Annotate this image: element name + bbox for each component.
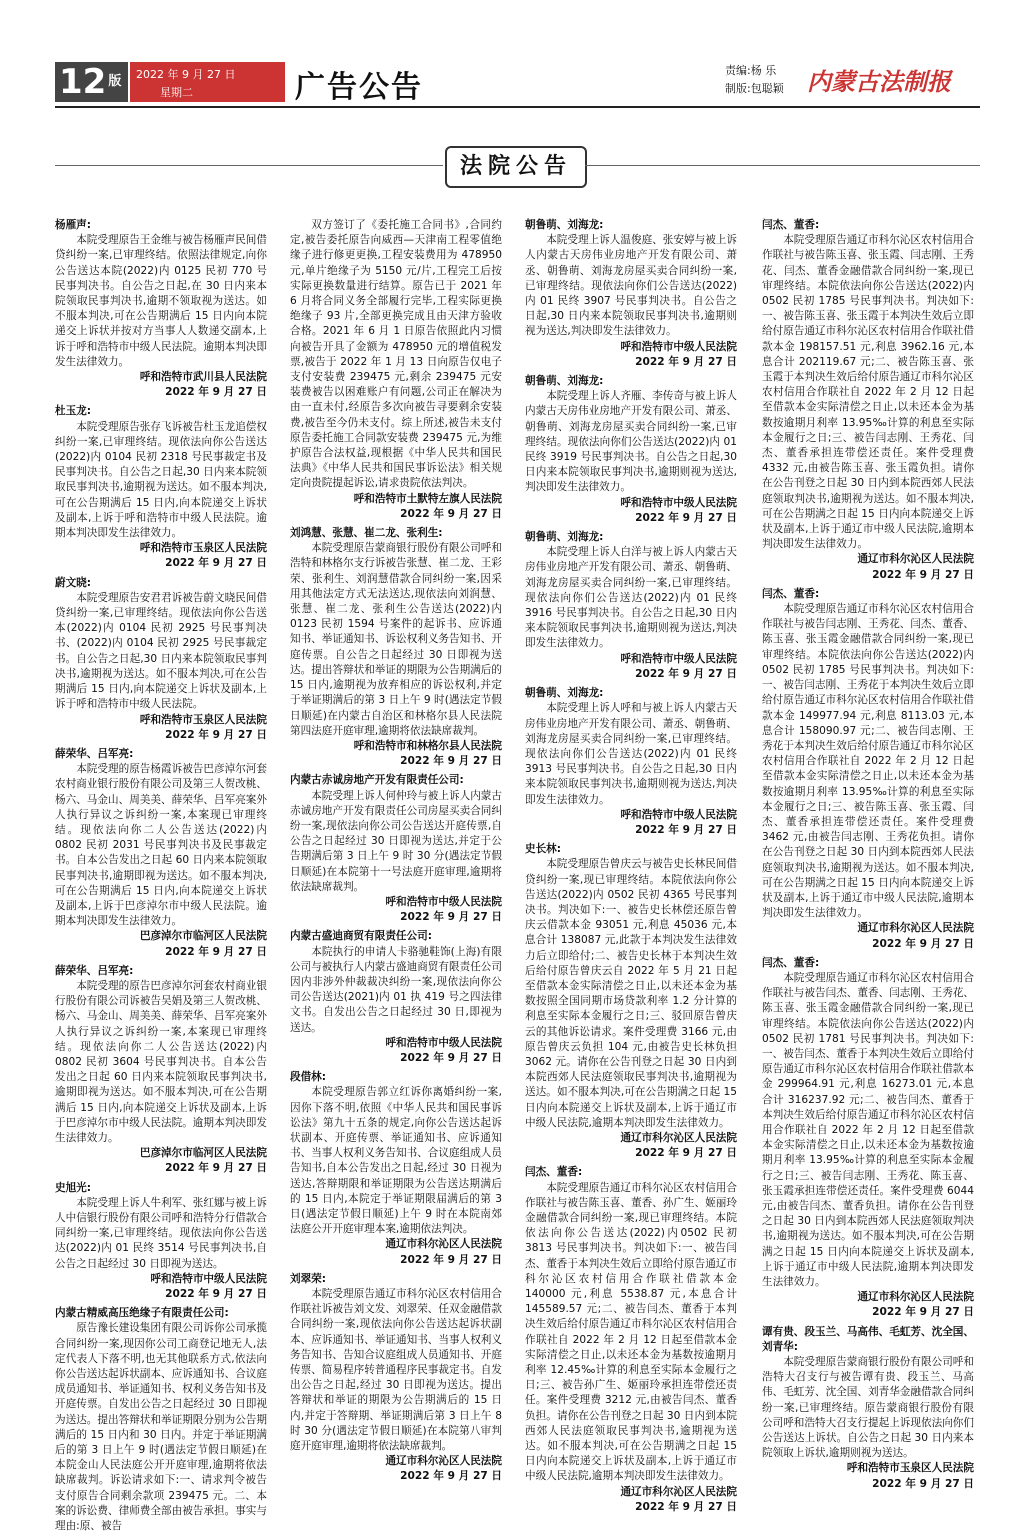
court-notice bbox=[762, 218, 974, 583]
notice-court: 通辽市科尔沁区人民法院 bbox=[385, 1238, 502, 1251]
notice-date: 2022 年 9 月 27 日 bbox=[635, 667, 737, 680]
court-notice bbox=[55, 576, 267, 743]
notice-date: 2022 年 9 月 27 日 bbox=[872, 1477, 974, 1490]
notice-court: 呼和浩特市中级人民法院 bbox=[620, 340, 737, 353]
notice-date: 2022 年 9 月 27 日 bbox=[872, 1306, 974, 1319]
court-notice bbox=[55, 747, 267, 960]
notice-addressee: 内蒙古精威高压绝缘子有限责任公司: bbox=[55, 1307, 229, 1320]
editor-credits bbox=[725, 62, 784, 98]
notice-body: 本院受理上诉人白洋与被上诉人内蒙古天房伟业房地产开发有限公司、萧丞、朝鲁萌、刘海龙房屋买卖合同纠纷一案,已审理终结。现依法向你们公告送达(2022)内 01 民终 3916 号民事判决书。自公告之日起,30 日内来本院领取民事判决书,逾期则视为送达,判决即发生法律效力。 bbox=[525, 546, 737, 650]
notice-body: 本院执行的申请人卡骆驰鞋饰(上海)有限公司与被执行人内蒙古盛迪商贸有限责任公司因内非涉外仲裁裁决纠纷一案,现依法向你公司公告送达(2021)内 01 执 419 号之四法律文书。自发出公告之日起经过 30 日,即视为送达。 bbox=[290, 945, 502, 1034]
court-notice bbox=[290, 1070, 502, 1268]
notice-addressee: 薛荣华、吕军亮: bbox=[55, 747, 134, 760]
column-3 bbox=[525, 218, 737, 1519]
court-notice bbox=[55, 404, 267, 571]
notice-addressee: 史旭光: bbox=[55, 1181, 92, 1194]
column-2 bbox=[290, 218, 502, 1489]
notice-body: 本院受理上诉人温俊庭、张安婷与被上诉人内蒙古天房伟业房地产开发有限公司、萧丞、朝鲁萌、刘海龙房屋买卖合同纠纷一案,已审理终结。现依法向你们公告送达(2022)内 01 民终 3907 号民事判决书。自公告之日起,30 日内来本院领取民事判决书,逾期则视为送达,判决即发生法律效力。 bbox=[525, 234, 737, 338]
court-notice bbox=[55, 1306, 267, 1534]
notice-court: 呼和浩特市玉泉区人民法院 bbox=[139, 542, 267, 555]
date-box bbox=[130, 62, 285, 102]
notice-court: 通辽市科尔沁区人民法院 bbox=[857, 922, 974, 935]
notice-body: 本院受理的原告杨霞诉被告巴彦淖尔河套农村商业银行股份有限公司及第三人贺改桃、杨六、马金山、周美美、薛荣华、吕军亮案外人执行异议之诉纠纷一案,本案现已审理终结。现依法向你二人公告送达(2022)内 0802 民初 2031 号民事判决书及民事裁定书。自本公告发出之日起 60 日内来本院领取民事判决书,逾期即视为送达。如不服本判决,可在公告期满后 15 日内,向本院递交上诉状及副本,上诉于巴彦淖尔市中级人民法院。逾期本判决即发生法律效力。 bbox=[55, 763, 267, 928]
notice-date: 2022 年 9 月 27 日 bbox=[165, 557, 267, 570]
court-notice bbox=[290, 218, 502, 522]
court-notice bbox=[290, 526, 502, 769]
notice-court: 呼和浩特市武川县人民法院 bbox=[139, 371, 267, 384]
producer-name: 制版:包聪颖 bbox=[725, 82, 784, 95]
notice-date: 2022 年 9 月 27 日 bbox=[400, 755, 502, 768]
notice-addressee: 朝鲁萌、刘海龙: bbox=[525, 219, 604, 231]
notice-body: 本院受理原告通辽市科尔沁区农村信用合作联社诉被告刘文发、刘翠荣、任双金融借款合同纠纷一案,现依法向你公告送达起诉状副本、应诉通知书、举证通知书、当事人权利义务告知书、告知合议庭组成人员通知书、开庭传票、简易程序转普通程序民事裁定书。自发出公告之日起,经过 30 日即视为送达。提出答辩状和举证的期限为公告期满后的 15 日内,并定于答辩期、举证期满后第 3 日上午 8 时 30 分(遇法定节假日顺延)在本院第八审判庭开庭审理,逾期将依法缺席裁判。 bbox=[290, 1288, 502, 1453]
court-notice bbox=[290, 773, 502, 925]
notice-court: 呼和浩特市中级人民法院 bbox=[385, 1036, 502, 1049]
issue-date: 2022 年 9 月 27 日 bbox=[136, 68, 236, 81]
notice-addressee: 闫杰、董香: bbox=[525, 1166, 583, 1179]
notice-date: 2022 年 9 月 27 日 bbox=[400, 1470, 502, 1483]
notice-date: 2022 年 9 月 27 日 bbox=[872, 568, 974, 581]
notice-addressee: 内蒙古盛迪商贸有限责任公司: bbox=[290, 930, 432, 943]
notice-addressee: 朝鲁萌、刘海龙: bbox=[525, 375, 604, 388]
notice-body: 原告豫长建设集团有限公司诉你公司承揽合同纠纷一案,现因你公司工商登记地无人,法定代表人下落不明,也无其他联系方式,依法向你公告送达起诉状副本、应诉通知书、合议庭成员通知书、举证通知书、权利义务告知书及开庭传票。自发出公告之日起经过 30 日即视为送达。提出答辩状和举证期限分别为公告期满后的 15 日内和 30 日内。并定于举证期满后的第 3 日上午 9 时(遇法定节假日顺延)在本院金山人民法庭公开开庭审理,逾期将依法缺席裁判。诉讼请求如下:一、请求判令被告支付原告合同剩余款项 239475 元。二、本案的诉讼费、律师费全部由被告承担。事实与理由:原、被告 bbox=[55, 1322, 267, 1533]
court-notice bbox=[762, 1325, 974, 1492]
section-banner: 法院公告 bbox=[445, 146, 587, 188]
notice-court: 呼和浩特市土默特左旗人民法院 bbox=[353, 492, 502, 505]
court-notice bbox=[525, 530, 737, 682]
notice-court: 呼和浩特市中级人民法院 bbox=[620, 496, 737, 509]
notice-date: 2022 年 9 月 27 日 bbox=[165, 1162, 267, 1175]
notice-body: 本院受理的原告巴彦淖尔河套农村商业银行股份有限公司诉被告吴娟及第三人贺改桃、杨六、马金山、周美美、薛荣华、吕军亮案外人执行异议之诉纠纷一案,本案现已审理终结。现依法向你二人公告送达(2022)内 0802 民初 3604 号民事判决书。自本公告发出之日起 60 日内来本院领取民事判决书,逾期即视为送达。如不服本判决,可在公告期满后 15 日内,向本院递交上诉状及副本,上诉于巴彦淖尔市中级人民法院。逾期本判决即发生法律效力。 bbox=[55, 979, 267, 1144]
notice-court: 呼和浩特市玉泉区人民法院 bbox=[139, 713, 267, 726]
notice-date: 2022 年 9 月 27 日 bbox=[400, 507, 502, 520]
notice-body: 双方签订了《委托施工合同书》,合同约定,被告委托原告向威西—天津南工程零值绝缘子进行修更更换,工程安装费用为 478950 元,单片绝缘子为 5150 元/片,工程完工后按实际更换数量进行结算。原告已于 2021 年 6 月将合同义务全部履行完毕,工程实际更换绝缘子 93 片,全部更换完成且由天津方验收合格。2021 年 6 月 1 日原告依照此内习惯向被告开具了金额为 478950 元的增值税发票,被告于 2022 年 1 月 13 日向原告仅电子支付安装费 239475 元,剩余 239475 元安装费被告以困难账户有问题,公司正在解决为由一直未付,经原告多次向被告寻要剩余安装费,被告至今仍未支付。综上所述,被告未支付原告委托施工合同款安装费 239475 元,为维护原告合法权益,现根据《中华人民共和国民法典》《中华人民共和国民事诉讼法》相关规定向贵院提起诉讼,请求贵院依法判决。 bbox=[290, 219, 502, 490]
notice-addressee: 薛荣华、吕军亮: bbox=[55, 964, 134, 977]
notice-court: 呼和浩特市中级人民法院 bbox=[385, 895, 502, 908]
notice-date: 2022 年 9 月 27 日 bbox=[872, 937, 974, 950]
court-notice bbox=[525, 842, 737, 1161]
notice-body: 本院受理原告蒙商银行股份有限公司呼和浩特和林格尔支行诉被告张慧、崔二龙、王彩荣、张利生、刘润慧借款合同纠纷一案,因采用其他法定方式无法送达,现依法向刘润慧、张慧、崔二龙、张利生公告送达(2022)内 0123 民初 1594 号案件的起诉书、应诉通知书、举证通知书、诉讼权利义务告知书、开庭传票。自公告之日起经过 30 日即视为送达。提出答辩状和举证的期限为公告期满后的 15 日内,逾期视为放弃相应的诉讼权利,并定于举证期满后的第 3 日上午 9 时(遇法定节假日顺延)在内蒙古自治区和林格尔县人民法院第四法庭开庭审理,逾期将依法缺席裁判。 bbox=[290, 542, 502, 737]
notice-addressee: 朝鲁萌、刘海龙: bbox=[525, 687, 604, 700]
newspaper-logo: 内蒙古法制报 bbox=[807, 67, 951, 96]
notice-body: 本院受理原告通辽市科尔沁区农村信用合作联社与被告闫杰、董香、闫志刚、王秀花、陈玉喜、张玉霞金融借款合同纠纷一案,现已审理终结。本院依法向你公告送达(2022)内 0502 民初 1781 号民事判决书。判决如下:一、被告闫杰、董香于本判决生效后立即给付原告通辽市科尔沁区农村信用合作联社借款本金 299964.91 元,利息 16273.01 元,本息合计 316237.92 元;二、被告闫杰、董香于本判决生效后给付原告通辽市科尔沁区农村信用合作联社自 2022 年 2 月 12 日起至借款本金实际清偿之日止,以未还本金为基数按逾期月利率 13.95‰计算的利息至实际本金履行之日;三、被告闫志刚、王秀花、陈玉喜、张玉霞承担连带偿还责任。案件受理费 6044 元,由被告闫杰、董香负担。请你在公告刊登之日起 30 日内到本院西郊人民法庭领取判决书,逾期视为送达。如不服本判决,可在公告期满之日起 15 日内向本院递交上诉状及副本,上诉于通辽市中级人民法院,逾期本判决即发生法律效力。 bbox=[762, 971, 974, 1289]
page-header bbox=[55, 62, 980, 104]
notice-date: 2022 年 9 月 27 日 bbox=[400, 1051, 502, 1064]
notice-body: 本院受理原告郭立红诉你离婚纠纷一案,因你下落不明,依照《中华人民共和国民事诉讼法》第九十五条的规定,向你公告送达起诉状副本、开庭传票、举证通知书、应诉通知书、当事人权利义务告知书、合议庭组成人员告知书,自本公告发出之日起,经过 30 日视为送达,答辩期限和举证期限为公告送达期满后的 15 日内,本院定于举证期限届满后的第 3 日(遇法定节假日顺延)上午 9 时在本院南郊法庭公开开庭审理本案,逾期依法判决。 bbox=[290, 1086, 502, 1236]
notice-date: 2022 年 9 月 27 日 bbox=[165, 728, 267, 741]
notice-date: 2022 年 9 月 27 日 bbox=[635, 823, 737, 836]
notice-addressee: 谭有贵、段玉兰、马高伟、毛虹芳、沈全国、刘青华: bbox=[762, 1325, 974, 1353]
notice-date: 2022 年 9 月 27 日 bbox=[400, 1253, 502, 1266]
notice-body: 本院受理上诉人牛利军、张红娜与被上诉人中信银行股份有限公司呼和浩特分行借款合同纠纷一案,已审理终结。现依法向你公告送达(2022)内 01 民终 3514 号民事判决书,自公告之日起经过 30 日即视为送达。 bbox=[55, 1196, 267, 1270]
issue-weekday: 星期二 bbox=[160, 86, 193, 99]
notice-date: 2022 年 9 月 27 日 bbox=[635, 355, 737, 368]
notice-court: 巴彦淖尔市临河区人民法院 bbox=[139, 1147, 267, 1160]
notice-date: 2022 年 9 月 27 日 bbox=[165, 1288, 267, 1301]
column-4 bbox=[762, 218, 974, 1496]
notice-body: 本院受理原告蒙商银行股份有限公司呼和浩特大召支行与被告谭有贵、段玉兰、马高伟、毛虹芳、沈全国、刘青华金融借款合同纠纷一案,已审理终结。原告蒙商银行股份有限公司呼和浩特大召支行提起上诉现依法向你们公告送达上诉状。自公告之日起 30 日内来本院领取上诉状,逾期则视为送达。 bbox=[762, 1356, 974, 1460]
notice-court: 通辽市科尔沁区人民法院 bbox=[385, 1455, 502, 1468]
notice-addressee: 史长林: bbox=[525, 843, 562, 856]
notice-court: 通辽市科尔沁区人民法院 bbox=[857, 1291, 974, 1304]
notice-addressee: 刘鸿慧、张慧、崔二龙、张利生: bbox=[290, 527, 443, 540]
notice-body: 本院受理原告通辽市科尔沁区农村信用合作联社与被告闫志刚、王秀花、闫杰、董香、陈玉喜、张玉霞金融借款合同纠纷一案,现已审理终结。本院依法向你公告送达(2022)内 0502 民初 1785 号民事判决书。判决如下:一、被告闫志刚、王秀花于本判决生效后立即给付原告通辽市科尔沁区农村信用合作联社借款本金 149977.94 元,利息 8113.03 元,本息合计 158090.97 元;二、被告闫志刚、王秀花于本判决生效后给付原告通辽市科尔沁区农村信用合作联社自 2022 年 2 月 12 日起至借款本金实际清偿之日止,以未还本金为基数按逾期月利率 13.95‰计算的利息至实际本金履行之日;三、被告陈玉喜、张玉霞、闫杰、董香承担连带偿还责任。案件受理费 3462 元,由被告闫志刚、王秀花负担。请你在公告刊登之日起 30 日内到本院西郊人民法庭领取判决书,逾期视为送达。如不服本判决,可在公告期满之日起 15 日内向本院递交上诉状及副本,上诉于通辽市中级人民法院,逾期本判决即发生法律效力。 bbox=[762, 603, 974, 920]
banner-rule-left bbox=[55, 165, 443, 166]
notice-date: 2022 年 9 月 27 日 bbox=[635, 511, 737, 524]
notice-date: 2022 年 9 月 27 日 bbox=[165, 386, 267, 399]
notice-body: 本院受理原告王金维与被告杨雁声民间借贷纠纷一案,已审理终结。依照法律规定,向你公告送达本院(2022)内 0125 民初 770 号民事判决书。自公告之日起,在 30 日内来本院领取民事判决书,逾期不领取视为送达。如不服本判决,可在公告期满后 15 日内向本院递交上诉状并按对方当事人人数递交副本,上诉于呼和浩特市中级人民法院。逾期本判决即发生法律效力。 bbox=[55, 234, 267, 368]
notice-addressee: 杨雁声: bbox=[55, 219, 92, 231]
notice-date: 2022 年 9 月 27 日 bbox=[635, 1147, 737, 1160]
section-title: 广告公告 bbox=[295, 70, 423, 105]
court-notice bbox=[525, 218, 737, 370]
notice-court: 呼和浩特市中级人民法院 bbox=[620, 808, 737, 821]
page-number: 12 $^版$ bbox=[55, 62, 128, 102]
notice-body: 本院受理上诉人齐雁、李传奇与被上诉人内蒙古天房伟业房地产开发有限公司、萧丞、朝鲁萌、刘海龙房屋买卖合同纠纷一案,已审理终结。现依法向你们公告送达(2022)内 01 民终 3919 号民事判决书。自公告之日起,30 日内来本院领取民事判决书,逾期则视为送达,判决即发生法律效力。 bbox=[525, 390, 737, 494]
notice-addressee: 闫杰、董香: bbox=[762, 956, 820, 969]
court-notice bbox=[525, 374, 737, 526]
notice-court: 通辽市科尔沁区人民法院 bbox=[620, 1485, 737, 1498]
notice-court: 通辽市科尔沁区人民法院 bbox=[620, 1131, 737, 1144]
notice-body: 本院受理原告张存飞诉被告杜玉龙追偿权纠纷一案,已审理终结。现依法向你公告送达(2022)内 0104 民初 2318 号民事裁定书及民事判决书。自公告之日起,30 日内来本院领取民事判决书,逾期视为送达。如不服本判决,可在公告期满后 15 日内,向本院递交上诉状及副本,上诉于呼和浩特市中级人民法院。逾期本判决即发生法律效力。 bbox=[55, 420, 267, 540]
court-notice bbox=[290, 929, 502, 1066]
notice-court: 呼和浩特市玉泉区人民法院 bbox=[846, 1462, 974, 1475]
notice-addressee: 内蒙古赤诚房地产开发有限责任公司: bbox=[290, 774, 464, 787]
banner-rule-right bbox=[585, 165, 980, 166]
court-notice bbox=[55, 218, 267, 400]
notice-date: 2022 年 9 月 27 日 bbox=[635, 1500, 737, 1513]
notice-court: 巴彦淖尔市临河区人民法院 bbox=[139, 930, 267, 943]
court-notice bbox=[55, 1181, 267, 1303]
notice-addressee: 段借林: bbox=[290, 1071, 327, 1084]
notice-addressee: 闫杰、董香: bbox=[762, 587, 820, 600]
notice-date: 2022 年 9 月 27 日 bbox=[165, 945, 267, 958]
notice-addressee: 刘翠荣: bbox=[290, 1272, 327, 1285]
notice-addressee: 朝鲁萌、刘海龙: bbox=[525, 531, 604, 544]
column-1 bbox=[55, 218, 267, 1538]
notice-court: 呼和浩特市中级人民法院 bbox=[620, 652, 737, 665]
court-notice bbox=[55, 964, 267, 1177]
court-notice bbox=[762, 956, 974, 1321]
notice-body: 本院受理原告通辽市科尔沁区农村信用合作联社与被告陈玉喜、张玉霞、闫志刚、王秀花、闫杰、董香金融借款合同纠纷一案,现已审理终结。本院依法向你公告送达(2022)内 0502 民初 1785 号民事判决书。判决如下:一、被告陈玉喜、张玉霞于本判决生效后立即给付原告通辽市科尔沁区农村信用合作联社借款本金 198157.51 元,利息 3962.16 元,本息合计 202119.67 元;二、被告陈玉喜、张玉霞于本判决生效后给付原告通辽市科尔沁区农村信用合作联社自 2022 年 2 月 12 日起至借款本金实际清偿之日止,以未还本金为基数按逾期月利率 13.95‰计算的利息至实际本金履行之日;三、被告闫志刚、王秀花、闫杰、董香承担连带偿还责任。案件受理费 4332 元,由被告陈玉喜、张玉霞负担。请你在公告刊登之日起 30 日内到本院西郊人民法庭领取判决书,逾期视为送达。如不服本判决,可在公告期满之日起 15 日内向本院递交上诉状及副本,上诉于通辽市中级人民法院,逾期本判决即发生法律效力。 bbox=[762, 234, 974, 551]
notice-body: 本院受理上诉人呼和与被上诉人内蒙古天房伟业房地产开发有限公司、萧丞、朝鲁萌、刘海龙房屋买卖合同纠纷一案,已审理终结。现依法向你们公告送达(2022)内 01 民终 3913 号民事判决书。自公告之日起,30 日内来本院领取民事判决书,逾期则视为送达,判决即发生法律效力。 bbox=[525, 702, 737, 806]
court-notice bbox=[525, 686, 737, 838]
notice-body: 本院受理原告曾庆云与被告史长林民间借贷纠纷一案,现已审理终结。本院依法向你公告送达(2022)内 0502 民初 4365 号民事判决书。判决如下:一、被告史长林偿还原告曾庆云借款本金 93051 元,利息 45036 元,本息合计 138087 元,此款于本判决发生法律效力后立即给付;二、被告史长林于本判决生效后给付原告曾庆云自 2022 年 5 月 21 日起至借款本金实际清偿之日止,以未还本金为基数按照全国同期市场贷款利率 1.2 分计算的利息至实际本金履行之日;三、驳回原告曾庆云的其他诉讼请求。案件受理费 3166 元,由原告曾庆云负担 104 元,由被告史长林负担 3062 元。请你在公告刊登之日起 30 日内到本院西郊人民法庭领取民事判决书,逾期视为送达。如不服本判决,可在公告期满之日起 15 日内向本院递交上诉状及副本,上诉于通辽市中级人民法院,逾期本判决即发生法律效力。 bbox=[525, 858, 737, 1129]
court-notice bbox=[290, 1272, 502, 1485]
notice-court: 通辽市科尔沁区人民法院 bbox=[857, 553, 974, 566]
notice-addressee: 闫杰、董香: bbox=[762, 219, 820, 231]
notice-addressee: 蔚文晓: bbox=[55, 576, 92, 589]
notice-addressee: 杜玉龙: bbox=[55, 405, 92, 418]
notice-body: 本院受理原告通辽市科尔沁区农村信用合作联社与被告陈玉喜、董香、孙广生、姬丽玲金融借款合同纠纷一案,现已审理终结。本院依法向你公告送达(2022)内0502 民初 3813 号民事判决书。判决如下:一、被告闫杰、董香于本判决生效后立即给付原告通辽市科尔沁区农村信用合作联社借款本金 140000 元,利息 5538.87 元,本息合计 145589.57 元;二、被告闫杰、董香于本判决生效后给付原告通辽市科尔沁区农村信用合作联社自 2022 年 2 月 12 日起至借款本金实际清偿之日止,以未还本金为基数按逾期月利率 12.45‰计算的利息至实际本金履行之日;三、被告孙广生、姬丽玲承担连带偿还责任。案件受理费 3212 元,由被告闫杰、董香负担。请你在公告刊登之日起 30 日内到本院西郊人民法庭领取民事判决书,逾期视为送达。如不服本判决,可在公告期满之日起 15 日内向本院递交上诉状及副本,上诉于通辽市中级人民法院,逾期本判决即发生法律效力。 bbox=[525, 1181, 737, 1483]
header-rule bbox=[55, 106, 980, 108]
court-notice bbox=[762, 587, 974, 952]
notice-date: 2022 年 9 月 27 日 bbox=[400, 911, 502, 924]
notice-body: 本院受理上诉人何仲玲与被上诉人内蒙古赤诚房地产开发有限责任公司房屋买卖合同纠纷一案,现依法向你公司公告送达开庭传票,自公告之日起经过 30 日即视为送达,并定于公告期满后第 3 日上午 9 时 30 分(遇法定节假日顺延)在本院第十一号法庭开庭审理,逾期将依法缺席裁判。 bbox=[290, 789, 502, 893]
editor-name: 责编:杨 乐 bbox=[725, 64, 777, 77]
court-notice bbox=[525, 1165, 737, 1515]
notice-court: 呼和浩特市中级人民法院 bbox=[150, 1272, 267, 1285]
notice-court: 呼和浩特市和林格尔县人民法院 bbox=[353, 739, 502, 752]
notice-body: 本院受理原告安君君诉被告蔚文晓民间借贷纠纷一案,已审理终结。现依法向你公告送本(2022)内 0104 民初 2925 号民事判决书、(2022)内 0104 民初 2925 号民事裁定书。自公告之日起,30 日内来本院领取民事判决书,逾期视为送达。如不服本判决,可在公告期满后 15 日内,向本院递交上诉状及副本,上诉于呼和浩特市中级人民法院。 bbox=[55, 591, 267, 711]
